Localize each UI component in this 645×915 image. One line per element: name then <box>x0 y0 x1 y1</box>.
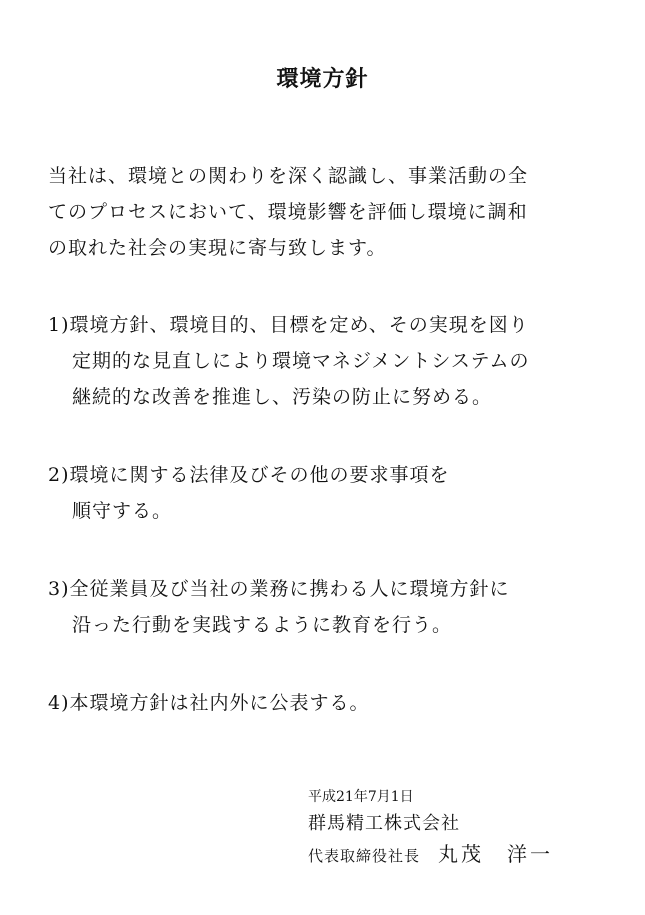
intro-line: の取れた社会の実現に寄与致します。 <box>48 237 387 259</box>
policy-item-line: 定期的な見直しにより環境マネジメントシステムの <box>72 350 530 372</box>
policy-item-2 <box>48 457 618 529</box>
policy-item-line: 4)本環境方針は社内外に公表する。 <box>48 692 370 714</box>
policy-item-1 <box>48 307 618 415</box>
representative <box>308 838 628 870</box>
intro-line: てのプロセスにおいて、環境影響を評価し環境に調和 <box>48 201 528 223</box>
document-title: 環境方針 <box>276 66 369 92</box>
policy-item-4 <box>48 685 618 721</box>
representative-name: 丸茂 洋一 <box>438 842 554 866</box>
representative-title: 代表取締役社長 <box>308 847 421 865</box>
intro-paragraph <box>48 158 608 266</box>
policy-item-line: 2)環境に関する法律及びその他の要求事項を <box>48 464 450 486</box>
policy-item-line: 3)全従業員及び当社の業務に携わる人に環境方針に <box>48 578 510 600</box>
intro-line: 当社は、環境との関わりを深く認識し、事業活動の全 <box>48 165 529 187</box>
policy-item-3 <box>48 571 618 643</box>
policy-item-line: 沿った行動を実践するように教育を行う。 <box>72 614 453 636</box>
policy-item-line: 順守する。 <box>72 500 173 522</box>
policy-item-line: 1)環境方針、環境目的、目標を定め、その実現を図り <box>48 314 529 336</box>
signature-date: 平成21年7月1日 <box>308 789 414 805</box>
policy-item-line: 継続的な改善を推進し、汚染の防止に努める。 <box>72 386 493 408</box>
company-name: 群馬精工株式会社 <box>308 813 460 834</box>
